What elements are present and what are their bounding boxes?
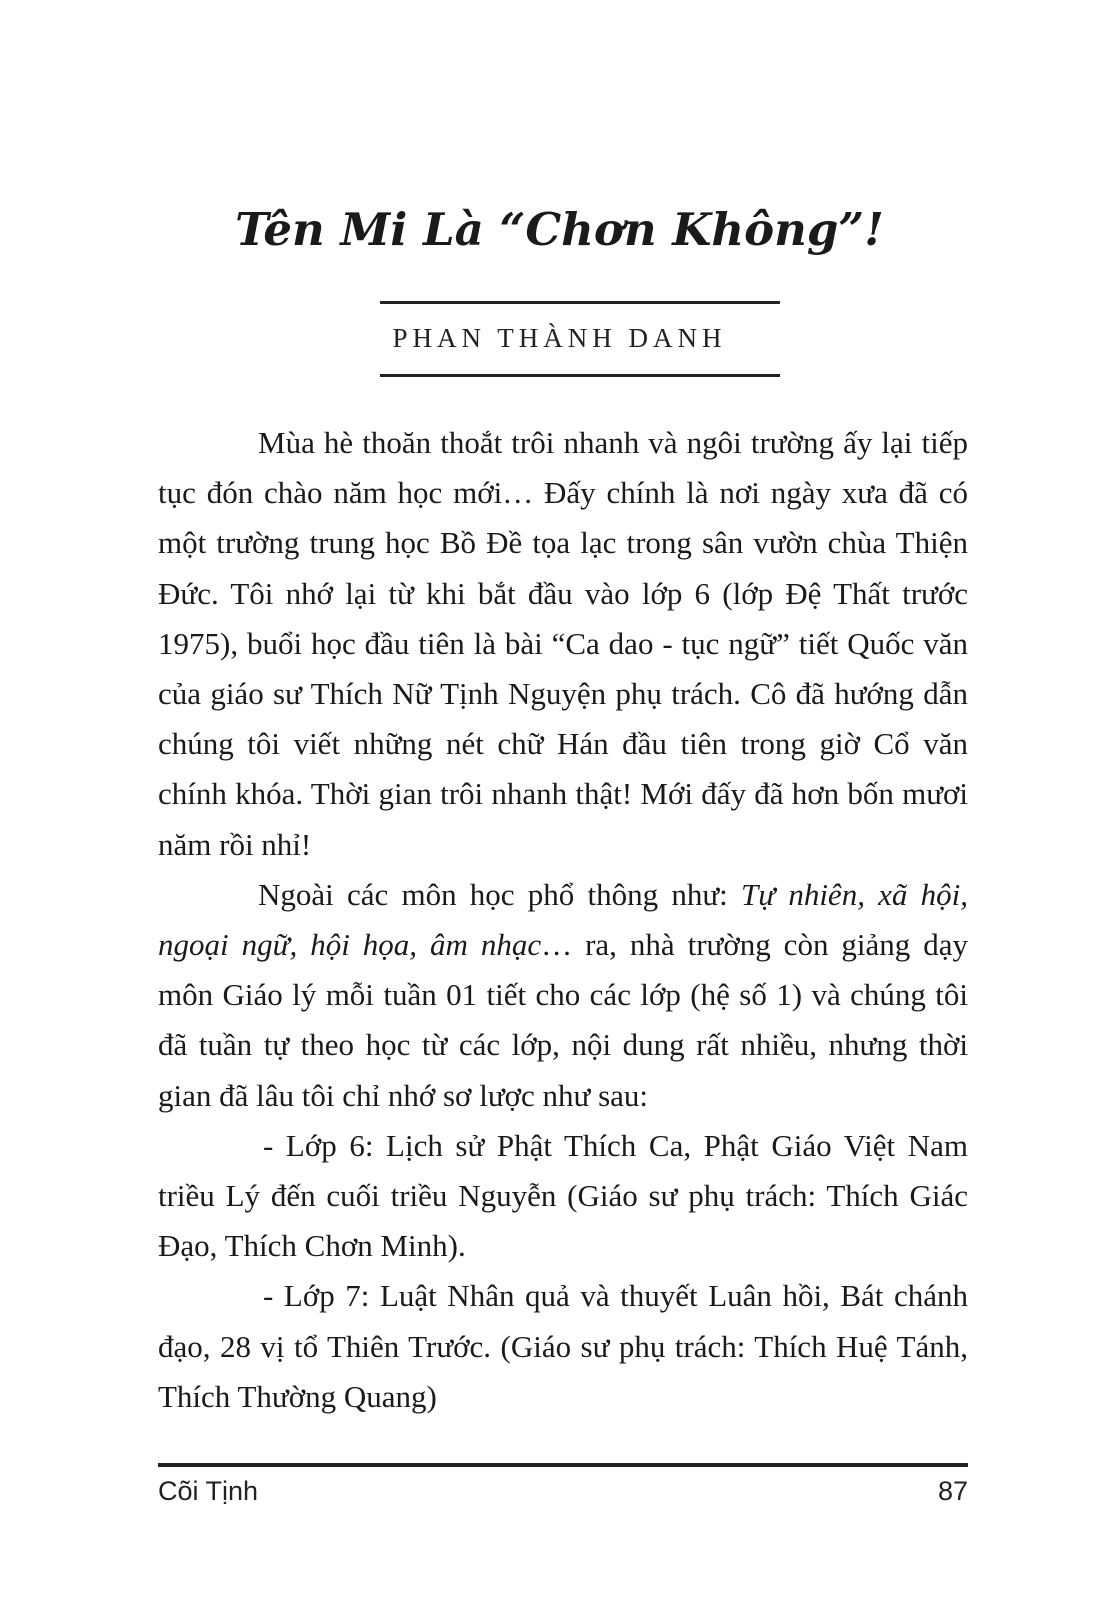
paragraph-2-rest: … ra, nhà trường còn giảng dạy môn Giáo lý mỗi tuần 01 tiết cho các lớp (hệ số 1) và chúng tôi đã tuần tự theo học từ các lớp, nội dung rất nhiều, nhưng thời gian đã lâu tôi chỉ nhớ sơ lược như sau: (158, 927, 969, 1113)
article-title: Tên Mi Là “Chơn Không”! (235, 203, 884, 256)
article-author: PHAN THÀNH DANH (392, 323, 727, 353)
paragraph-grade-6: - Lớp 6: Lịch sử Phật Thích Ca, Phật Giáo Việt Nam triều Lý đến cuối triều Nguyễn (Giáo sư phụ trách: Thích Giác Đạo, Thích Chơn Minh). (158, 1127, 968, 1264)
article-body (158, 418, 968, 1422)
paragraph-1: Mùa hè thoăn thoắt trôi nhanh và ngôi trường ấy lại tiếp tục đón chào năm học mới… Đấy chính là nơi ngày xưa đã có một trường trung học Bồ Đề tọa lạc trong sân vườn chùa Thiện Đức. Tôi nhớ lại từ khi bắt đầu vào lớp 6 (lớp Đệ Thất trước 1975), buổi học đầu tiên là bài “Ca dao - tục ngữ” tiết Quốc văn của giáo sư Thích Nữ Tịnh Nguyện phụ trách. Cô đã hướng dẫn chúng tôi viết những nét chữ Hán đầu tiên trong giờ Cổ văn chính khóa. Thời gian trôi nhanh thật! Mới đấy đã hơn bốn mươi năm rồi nhỉ! (158, 425, 968, 862)
paragraph-grade-7: - Lớp 7: Luật Nhân quả và thuyết Luân hồi, Bát chánh đạo, 28 vị tổ Thiên Trước. (Giáo sư phụ trách: Thích Huệ Tánh, Thích Thường Quang) (158, 1278, 968, 1414)
paragraph-2-start: Ngoài các môn học phổ thông như: (258, 876, 741, 912)
footer-page-number: 87 (937, 1476, 968, 1506)
author-rule-top (380, 301, 780, 304)
paragraph-2-subjects: Tự nhiên, xã hội, ngoại ngữ, hội họa, âm nhạc (158, 876, 968, 963)
paragraph-2 (158, 870, 968, 1121)
footer-rule (158, 1463, 968, 1467)
footer-publication: Cõi Tịnh (158, 1476, 259, 1506)
author-rule-bottom (380, 374, 780, 377)
